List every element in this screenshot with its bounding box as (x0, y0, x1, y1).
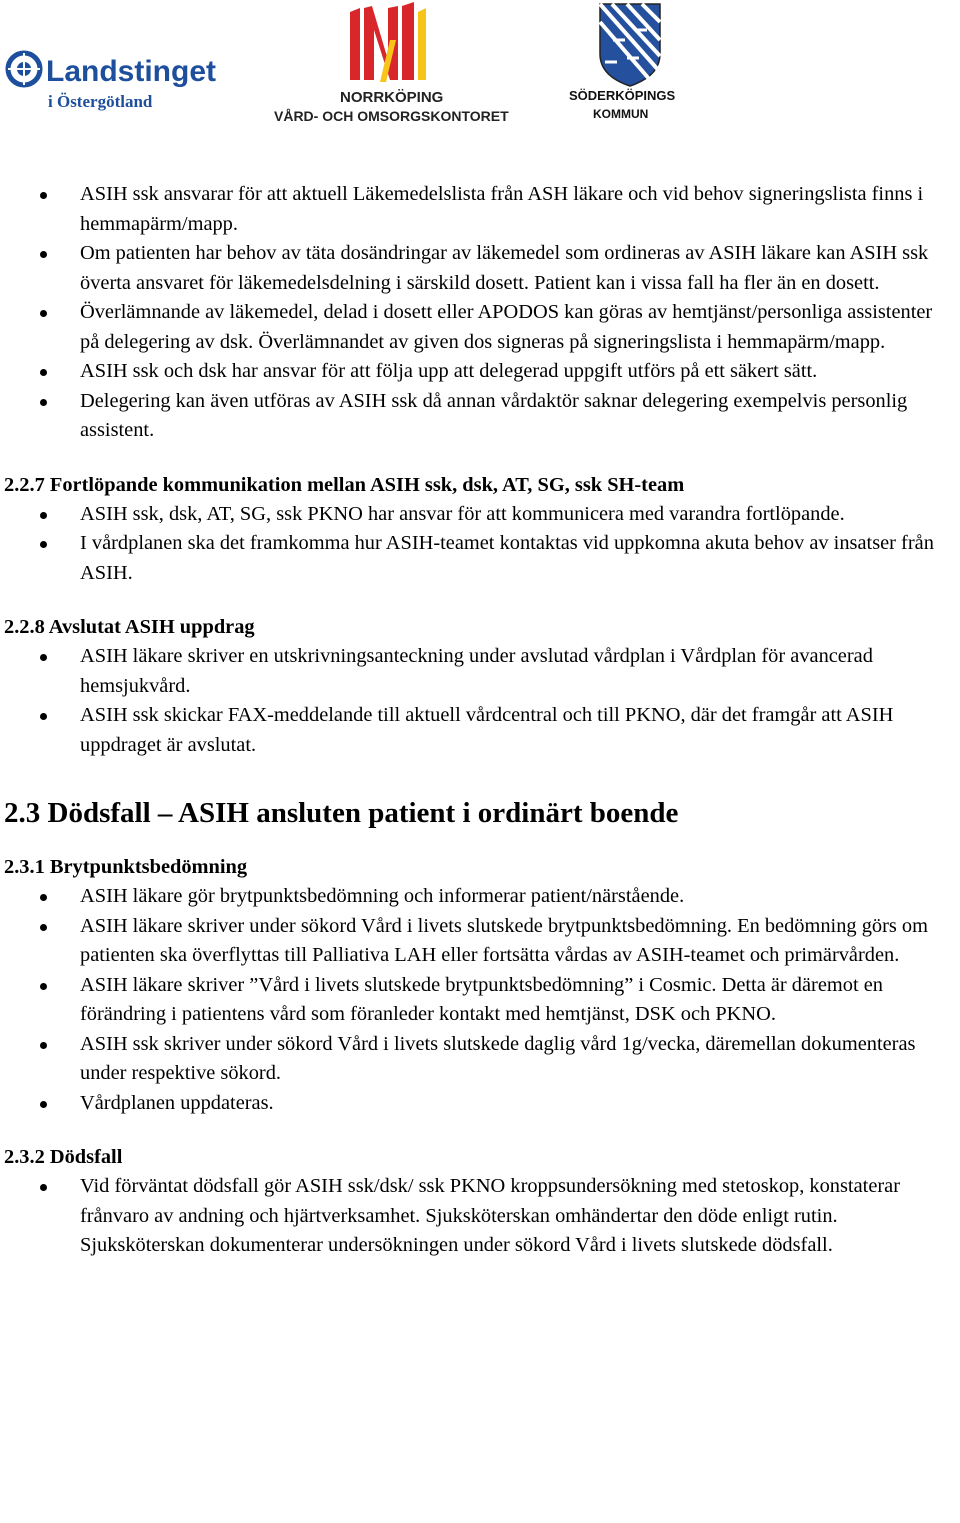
list-item (0, 1089, 960, 1119)
list-item (0, 298, 960, 357)
list-item (0, 971, 960, 1030)
bullet-icon (40, 894, 47, 901)
bullet-icon (40, 1184, 47, 1191)
bullet-icon (40, 924, 47, 931)
landstinget-logo (2, 45, 267, 125)
list-item-text: ASIH ssk skriver under sökord Vård i livets slutskede daglig vård 1g/vecka, däremellan dokumenteras under respektive sökord. (80, 1032, 916, 1084)
bullet-icon (40, 713, 47, 720)
list-item (0, 500, 960, 530)
bullet-icon (40, 251, 47, 258)
list-item (0, 642, 960, 701)
bullet-icon (40, 1101, 47, 1108)
list-item (0, 180, 960, 239)
list-item-text: Om patienten har behov av täta dosändringar av läkemedel som ordineras av ASIH läkare kan ASIH ssk överta ansvaret för läkemedelsdelning i särskild dosett. Patient kan i vissa fall ha fler än en dosett. (80, 242, 929, 294)
header-logos (0, 0, 960, 135)
norrkoping-line2: VÅRD- OCH OMSORGSKONTORET (274, 108, 509, 124)
list-item-text: Delegering kan även utföras av ASIH ssk då annan vårdaktör saknar delegering exempelvis personlig assistent. (80, 389, 908, 441)
list-item-text: ASIH läkare skriver en utskrivningsanteckning under avslutad vårdplan i Vårdplan för avancerad hemsjukvård. (80, 645, 873, 697)
bullet-icon (40, 192, 47, 199)
section-2-3-1-list (0, 882, 960, 1118)
bullet-icon (40, 399, 47, 406)
bullet-icon (40, 654, 47, 661)
section-heading-2-3: 2.3 Dödsfall – ASIH ansluten patient i ordinärt boende (4, 797, 679, 829)
bullet-icon (40, 512, 47, 519)
bullet-icon (40, 983, 47, 990)
list-item (0, 357, 960, 387)
landstinget-emblem (8, 53, 40, 85)
soderkoping-crest (600, 4, 660, 86)
section-2-2-8-list (0, 642, 960, 760)
list-item (0, 1172, 960, 1261)
list-item (0, 387, 960, 446)
norrkoping-logo (268, 0, 523, 125)
section-2-2-7-list (0, 500, 960, 589)
bullet-icon (40, 369, 47, 376)
list-item-text: ASIH ssk skickar FAX-meddelande till aktuell vårdcentral och till PKNO, där det framgår att ASIH uppdraget är avslutat. (80, 704, 894, 756)
soderkoping-line2: KOMMUN (593, 107, 649, 121)
list-item (0, 912, 960, 971)
landstinget-sub: i Östergötland (48, 92, 153, 111)
norrkoping-line1: NORRKÖPING (340, 89, 444, 106)
list-item-text: ASIH ssk ansvarar för att aktuell Läkemedelslista från ASH läkare och vid behov signeringslista finns i hemmapärm/mapp. (80, 183, 924, 235)
list-item-text: ASIH ssk och dsk har ansvar för att följa upp att delegerad uppgift utförs på ett säkert sätt. (80, 360, 818, 382)
section-heading-2-2-7: 2.2.7 Fortlöpande kommunikation mellan ASIH ssk, dsk, AT, SG, ssk SH-team (4, 473, 685, 496)
section-heading-2-3-2: 2.3.2 Dödsfall (4, 1146, 123, 1168)
list-item (0, 882, 960, 912)
bullet-icon (40, 1042, 47, 1049)
list-item-text: I vårdplanen ska det framkomma hur ASIH-teamet kontaktas vid uppkomna akuta behov av insatser från ASIH. (80, 532, 934, 584)
list-item-text: ASIH ssk, dsk, AT, SG, ssk PKNO har ansvar för att kommunicera med varandra fortlöpande. (80, 502, 845, 525)
landstinget-name: Landstinget (46, 55, 216, 88)
list-item (0, 529, 960, 588)
list-item-text: Överlämnande av läkemedel, delad i dosett eller APODOS kan göras av hemtjänst/personliga assistenter på delegering av dsk. Överlämnandet av given dos signeras på signeringslista i hemmapärm/mapp. (80, 301, 933, 353)
norrkoping-emblem (350, 2, 426, 82)
bullet-icon (40, 310, 47, 317)
section-heading-2-3-1: 2.3.1 Brytpunktsbedömning (4, 856, 248, 878)
list-item-text: ASIH läkare skriver under sökord Vård i livets slutskede brytpunktsbedömning. En bedömning görs om patienten ska överflyttas till Palliativa LAH eller fortsätta vårdas av ASIH-teamet och primärvården. (80, 914, 928, 966)
list-item (0, 701, 960, 760)
list-item-text: Vårdplanen uppdateras. (80, 1091, 274, 1114)
soderkoping-logo (565, 0, 695, 125)
section-2-3-2-list (0, 1172, 960, 1261)
list-item-text: ASIH läkare gör brytpunktsbedömning och informerar patient/närstående. (80, 885, 685, 907)
intro-bullet-list (0, 180, 960, 446)
section-heading-2-2-8: 2.2.8 Avslutat ASIH uppdrag (4, 616, 255, 638)
list-item-text: ASIH läkare skriver ”Vård i livets slutskede brytpunktsbedömning” i Cosmic. Detta är däremot en förändring i patientens vård som föranleder kontakt med hemtjänst, DSK och PKNO. (80, 973, 883, 1025)
list-item-text: Vid förväntat dödsfall gör ASIH ssk/dsk/ ssk PKNO kroppsundersökning med stetoskop, konstaterar frånvaro av andning och hjärtverksamhet. Sjuksköterskan omhändertar den döde enligt rutin. Sjuksköterskan dokumenterar undersökningen under sökord Vård i livets slutskede dödsfall. (80, 1175, 900, 1256)
bullet-icon (40, 541, 47, 548)
list-item (0, 239, 960, 298)
list-item (0, 1030, 960, 1089)
document-body (0, 180, 960, 1261)
soderkoping-line1: SÖDERKÖPINGS (569, 88, 676, 103)
